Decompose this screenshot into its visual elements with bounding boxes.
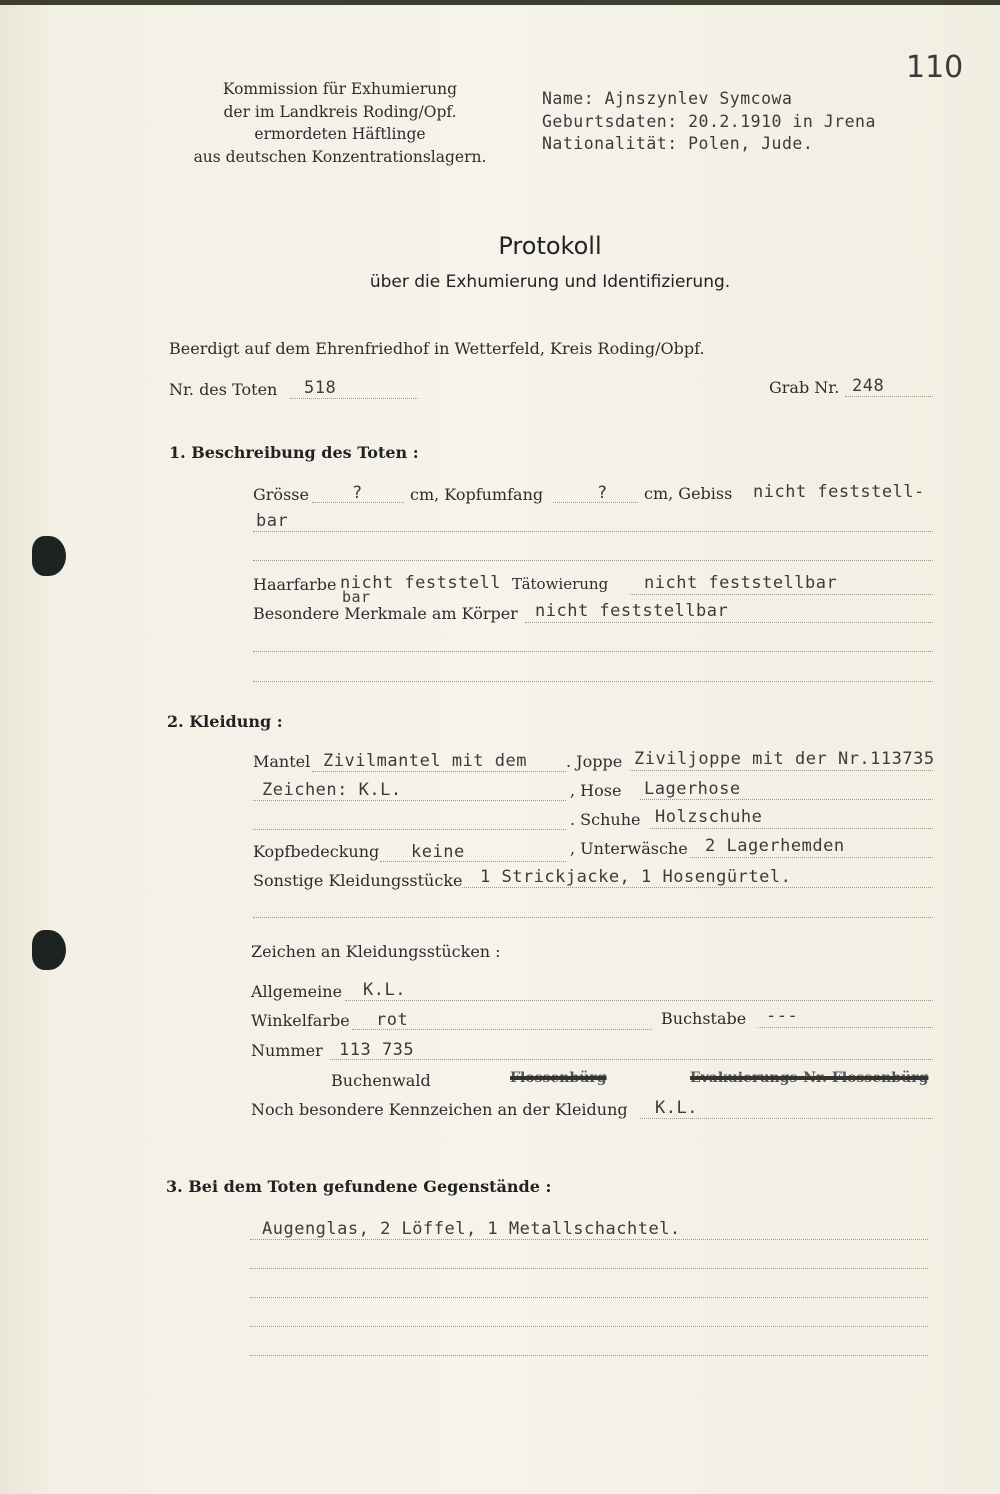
hose-label: , Hose [570, 781, 622, 800]
blank-line [250, 1297, 928, 1298]
gebiss-line [253, 531, 933, 532]
blank-line [250, 1268, 928, 1269]
blank-line [253, 681, 933, 682]
items-line [250, 1239, 928, 1240]
page-number: 110 [906, 50, 964, 85]
mantel-value-cont: Zeichen: K.L. [262, 780, 402, 800]
merkmale-line [525, 622, 933, 623]
merkmale-label: Besondere Merkmale am Körper [253, 604, 518, 623]
gebiss-value: nicht feststell- [753, 482, 925, 502]
person-block [542, 88, 876, 156]
groesse-label: Grösse [253, 485, 309, 504]
punch-hole-icon [32, 930, 66, 970]
person-name: Name: Ajnszynlev Symcowa [542, 89, 793, 108]
commission-line: Kommission für Exhumierung [222, 80, 458, 98]
nummer-value: 113 735 [339, 1040, 415, 1060]
taetowierung-value: nicht feststellbar [644, 573, 838, 593]
groesse-value: ? [352, 483, 363, 503]
nr-value: 518 [304, 378, 337, 398]
nummer-label: Nummer [251, 1041, 323, 1060]
top-border [0, 0, 1000, 5]
schuhe-label: . Schuhe [570, 810, 641, 829]
joppe-value: Ziviljoppe mit der Nr.113735 [634, 749, 935, 769]
sonstige-line [462, 887, 933, 888]
nr-line [290, 398, 418, 399]
nummer-line [330, 1059, 933, 1060]
person-birth: Geburtsdaten: 20.2.1910 in Jrena [542, 111, 876, 131]
allgemeine-label: Allgemeine [251, 982, 343, 1001]
commission-line: aus deutschen Konzentrationslagern. [193, 147, 487, 166]
besondere-value: K.L. [655, 1098, 698, 1118]
taetowierung-line [630, 594, 933, 595]
commission-block [180, 78, 500, 168]
joppe-line [630, 770, 933, 771]
burial-text: Beerdigt auf dem Ehrenfriedhof in Wetterfeld, Kreis Roding/Obpf. [169, 339, 705, 358]
merkmale-value: nicht feststellbar [535, 601, 729, 621]
page-subtitle: über die Exhumierung und Identifizierung. [369, 272, 731, 292]
grab-label: Grab Nr. [769, 378, 840, 397]
hose-line [640, 799, 933, 800]
buchstabe-value: --- [766, 1006, 799, 1026]
schuhe-line [650, 828, 933, 829]
section1-heading: 1. Beschreibung des Toten : [169, 443, 419, 462]
section3-heading: 3. Bei dem Toten gefundene Gegenstände : [166, 1177, 552, 1196]
unterwaesche-line [690, 857, 933, 858]
punch-hole-icon [32, 536, 66, 576]
haarfarbe-value: nicht feststell [340, 573, 502, 593]
cm-gebiss-label: cm, Gebiss [644, 484, 733, 503]
cm-kopf-label: cm, Kopfumfang [410, 485, 544, 504]
commission-line: der im Landkreis Roding/Opf. [223, 102, 457, 121]
hose-value: Lagerhose [644, 779, 741, 799]
buchstabe-label: Buchstabe [661, 1009, 747, 1028]
blank-line [253, 560, 933, 561]
grab-value: 248 [852, 376, 885, 396]
buchenwald-label: Buchenwald [331, 1071, 431, 1090]
winkelfarbe-label: Winkelfarbe [251, 1011, 350, 1030]
besondere-label: Noch besondere Kennzeichen an der Kleidung [251, 1100, 628, 1119]
kopf-line [553, 502, 638, 503]
section2-heading: 2. Kleidung : [167, 712, 283, 731]
kopf-value: ? [597, 483, 608, 503]
items-value: Augenglas, 2 Löffel, 1 Metallschachtel. [262, 1219, 681, 1239]
commission-line: ermordeten Häftlinge [254, 125, 426, 143]
mantel-line [312, 771, 566, 772]
blank-line [250, 1355, 928, 1356]
page-title: Protokoll [498, 232, 602, 260]
sonstige-value: 1 Strickjacke, 1 Hosengürtel. [480, 867, 792, 887]
allgemeine-value: K.L. [363, 980, 406, 1000]
zeichen-heading: Zeichen an Kleidungsstücken : [251, 942, 501, 961]
schuhe-value: Holzschuhe [655, 807, 763, 827]
haarfarbe-value-cont: bar [342, 588, 371, 606]
haarfarbe-label: Haarfarbe [253, 575, 337, 594]
besondere-line [640, 1118, 933, 1119]
person-nationality: Nationalität: Polen, Jude. [542, 134, 814, 153]
mantel-cont-line [253, 800, 566, 801]
blank-line [253, 651, 933, 652]
blank-line [250, 1326, 928, 1327]
allgemeine-line [345, 1000, 933, 1001]
mantel-value: Zivilmantel mit dem [323, 751, 527, 771]
kopfbedeckung-line [380, 861, 566, 862]
unterwaesche-label: , Unterwäsche [570, 839, 688, 858]
blank-line [253, 917, 933, 918]
sonstige-label: Sonstige Kleidungsstücke [253, 871, 463, 890]
unterwaesche-value: 2 Lagerhemden [705, 836, 845, 856]
winkelfarbe-line [352, 1029, 652, 1030]
grab-line [845, 396, 933, 397]
nebenlager-struck: Evakuierungs-Nr. Flossenbürg [690, 1070, 929, 1086]
mantel-label: Mantel [253, 752, 311, 771]
buchstabe-line [758, 1027, 933, 1028]
kopfbedeckung-value: keine [411, 842, 465, 862]
joppe-label: . Joppe [566, 752, 623, 771]
winkelfarbe-value: rot [376, 1010, 409, 1030]
flossenbuerg-struck: Flossenbürg [510, 1070, 607, 1086]
blank-line [253, 829, 566, 830]
kopfbedeckung-label: Kopfbedeckung [253, 842, 380, 861]
nr-label: Nr. des Toten [169, 380, 278, 399]
gebiss-value-cont: bar [256, 511, 289, 531]
taetowierung-label: Tätowierung [512, 575, 609, 593]
